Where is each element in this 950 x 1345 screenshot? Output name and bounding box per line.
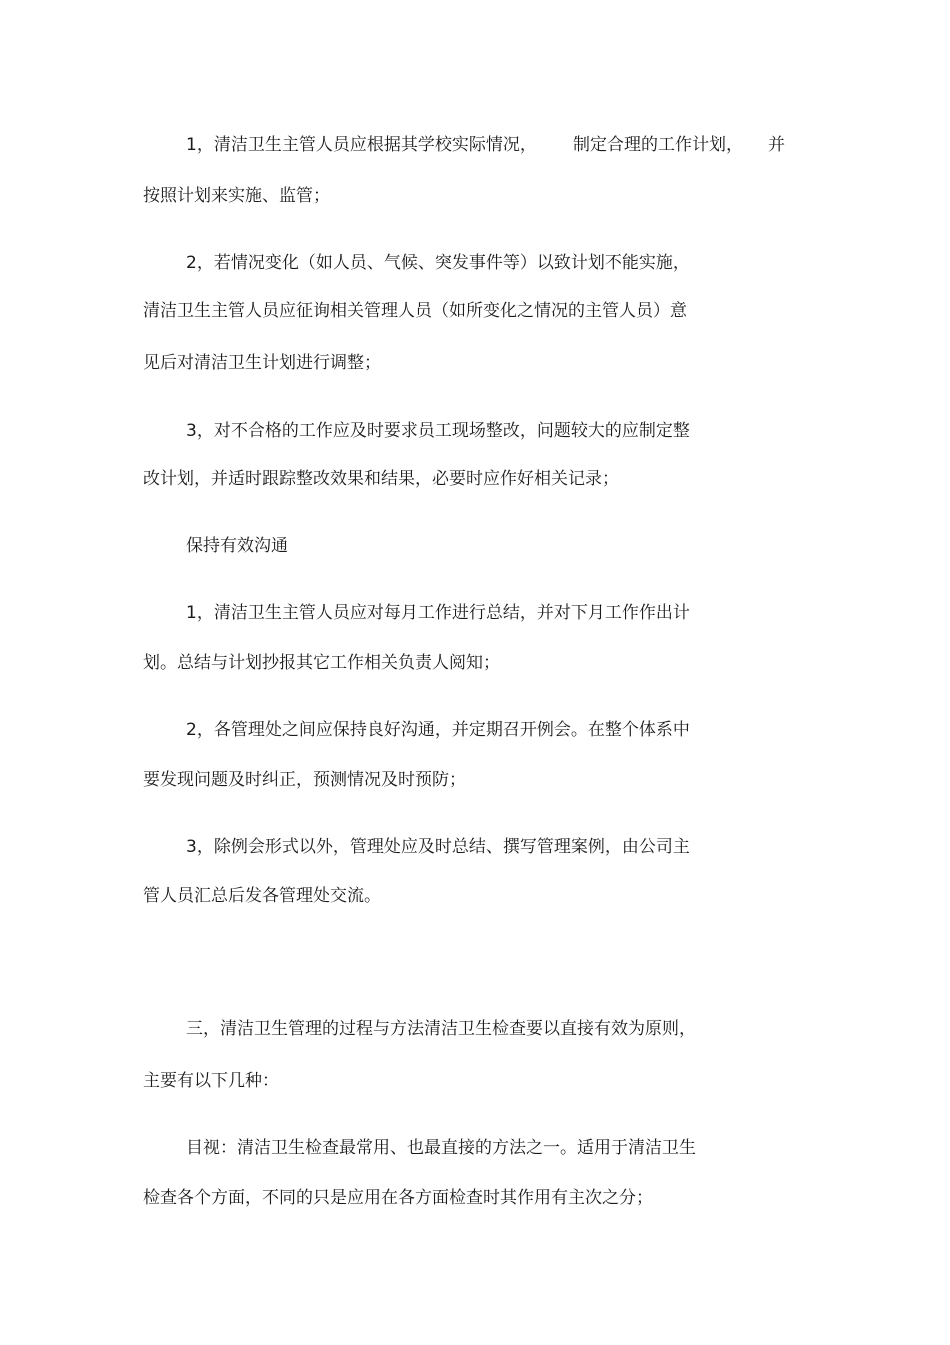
paragraph-line: 主要有以下几种：	[143, 1071, 279, 1091]
paragraph-line: 见后对清洁卫生计划进行调整；	[143, 353, 381, 373]
paragraph-line: 3，除例会形式以外，管理处应及时总结、撰写管理案例，由公司主	[186, 837, 690, 857]
paragraph-line: 划。总结与计划抄报其它工作相关负责人阅知；	[143, 653, 500, 673]
paragraph-line: 目视：清洁卫生检查最常用、也最直接的方法之一。适用于清洁卫生	[186, 1138, 696, 1158]
paragraph-line: 2，各管理处之间应保持良好沟通，并定期召开例会。在整个体系中	[186, 720, 690, 740]
paragraph-line: 改计划，并适时跟踪整改效果和结果，必要时应作好相关记录；	[143, 469, 619, 489]
paragraph-line: 按照计划来实施、监管；	[143, 186, 330, 206]
text-segment: 1，清洁卫生主管人员应根据其学校实际情况，	[186, 135, 537, 155]
text-segment: 制定合理的工作计划，	[573, 135, 743, 155]
paragraph-line: 1，清洁卫生主管人员应对每月工作进行总结，并对下月工作作出计	[186, 603, 690, 623]
paragraph-line: 3，对不合格的工作应及时要求员工现场整改，问题较大的应制定整	[186, 421, 690, 441]
section-heading: 保持有效沟通	[186, 536, 288, 556]
paragraph-line: 三，清洁卫生管理的过程与方法清洁卫生检查要以直接有效为原则，	[186, 1019, 696, 1039]
paragraph-line: 管人员汇总后发各管理处交流。	[143, 886, 381, 906]
paragraph-line: 要发现问题及时纠正，预测情况及时预防；	[143, 770, 466, 790]
text-segment: 并	[768, 135, 785, 155]
paragraph-line: 检查各个方面，不同的只是应用在各方面检查时其作用有主次之分；	[143, 1188, 653, 1208]
paragraph-line: 清洁卫生主管人员应征询相关管理人员（如所变化之情况的主管人员）意	[143, 301, 687, 321]
paragraph-line: 2，若情况变化（如人员、气候、突发事件等）以致计划不能实施，	[186, 253, 690, 273]
